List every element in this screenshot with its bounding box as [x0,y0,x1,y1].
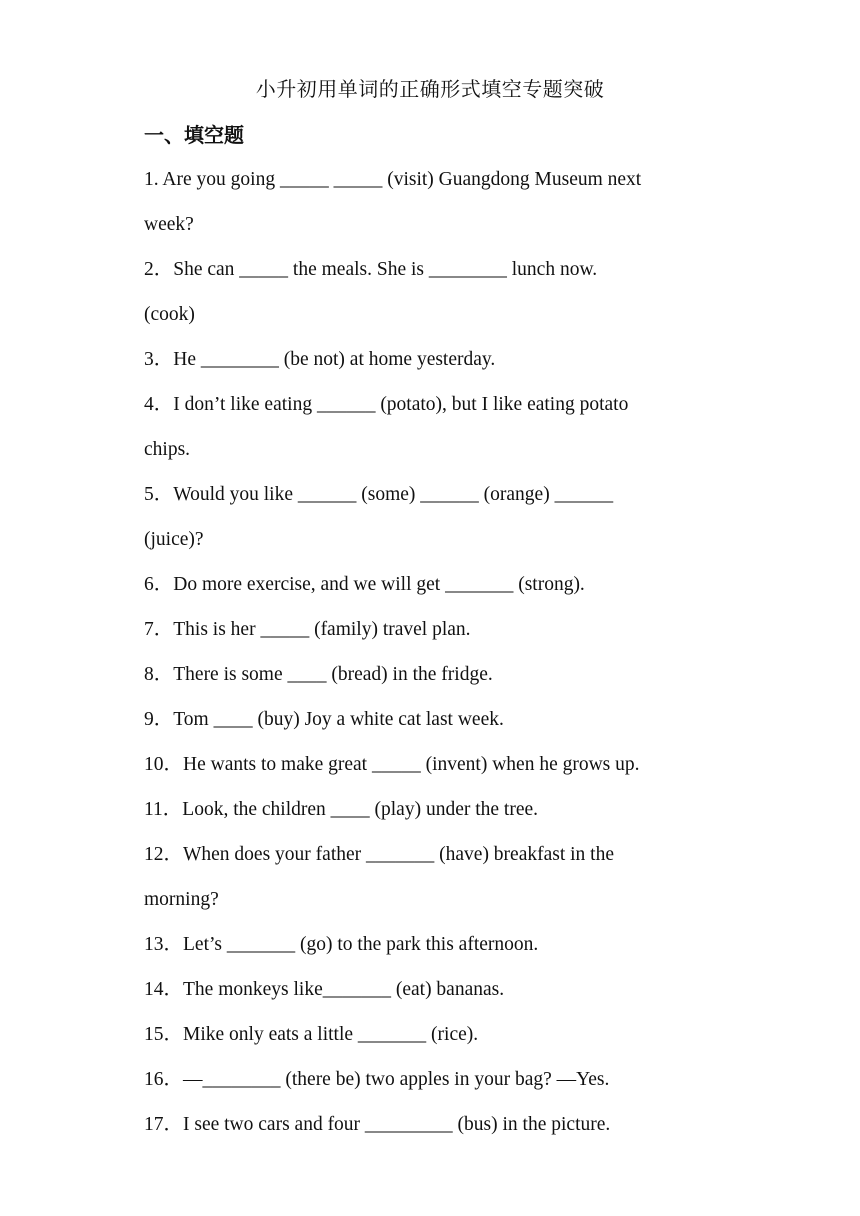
question-line: 2．She can _____ the meals. She is ________ lunch now. [144,259,598,280]
question-line: 13．Let’s _______ (go) to the park this afternoon. [144,934,539,955]
question-line: morning? [144,889,219,910]
question-line: 11．Look, the children ____ (play) under the tree. [144,799,539,820]
question-line: 8．There is some ____ (bread) in the fridge. [144,664,493,685]
section-heading: 一、填空题 [144,123,244,147]
document-title: 小升初用单词的正确形式填空专题突破 [255,77,605,101]
question-line: 6．Do more exercise, and we will get _______ (strong). [144,574,585,595]
question-line: 12．When does your father _______ (have) breakfast in the [144,844,615,865]
question-line: 5．Would you like ______ (some) ______ (orange) ______ [144,484,614,505]
question-line: 17．I see two cars and four _________ (bus) in the picture. [144,1114,611,1135]
question-line: 16．—________ (there be) two apples in your bag? —Yes. [144,1069,610,1090]
question-line: 14．The monkeys like_______ (eat) bananas. [144,979,505,1000]
question-line: 1. Are you going _____ _____ (visit) Guangdong Museum next [144,169,642,190]
question-line: (juice)? [144,529,204,550]
question-line: week? [144,214,194,235]
question-line: (cook) [144,304,195,325]
question-line: chips. [144,439,191,460]
question-line: 7．This is her _____ (family) travel plan. [144,619,471,640]
question-line: 3．He ________ (be not) at home yesterday. [144,349,496,370]
question-line: 9．Tom ____ (buy) Joy a white cat last week. [144,709,504,730]
question-line: 15．Mike only eats a little _______ (rice). [144,1024,479,1045]
question-line: 10．He wants to make great _____ (invent) when he grows up. [144,754,640,775]
question-line: 4．I don’t like eating ______ (potato), but I like eating potato [144,394,629,415]
question-list [144,157,724,1147]
